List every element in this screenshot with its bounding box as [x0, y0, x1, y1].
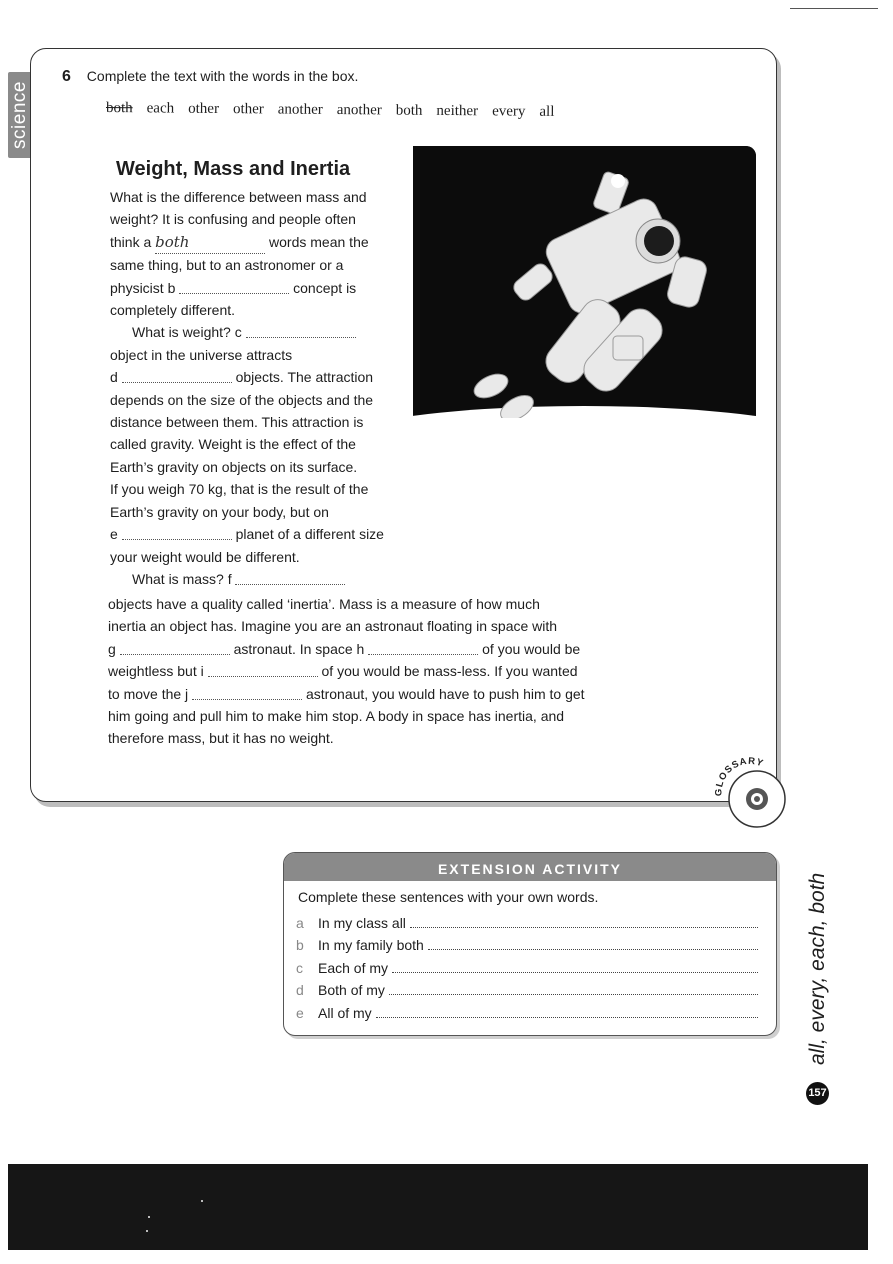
article-column-text — [110, 186, 410, 590]
text-fragment: weightless but i — [108, 663, 204, 680]
answer-line[interactable] — [392, 962, 758, 973]
extension-instruction: Complete these sentences with your own words. — [298, 889, 599, 905]
blank-h[interactable] — [368, 642, 478, 655]
answer-line[interactable] — [376, 1007, 758, 1018]
astronaut-illustration — [413, 146, 756, 418]
text-line — [110, 568, 410, 590]
text-fragment: d — [110, 369, 118, 386]
text-line: objects have a quality called ‘inertia’. Mass is a measure of how much — [108, 596, 540, 612]
item-prompt: In my class all — [318, 915, 406, 931]
cd-icon — [708, 752, 790, 834]
glossary-label: GLOSSARY — [713, 755, 766, 797]
word-box-word-struck: both — [105, 100, 133, 117]
word-box-word: other — [232, 101, 264, 118]
text-line: object in the universe attracts — [110, 346, 293, 363]
text-line: Earth’s gravity on objects on its surface. — [110, 458, 358, 475]
item-prompt: Both of my — [318, 982, 385, 999]
text-fragment: What is weight? c — [132, 324, 242, 341]
text-fragment: concept is — [293, 279, 357, 296]
item-letter: e — [296, 1004, 304, 1021]
item-prompt: All of my — [318, 1004, 372, 1021]
text-fragment: objects. The attraction — [235, 369, 374, 386]
text-line: called gravity. Weight is the effect of the — [110, 436, 356, 453]
text-line — [110, 277, 410, 299]
top-rule — [790, 8, 878, 9]
word-box-word: every — [492, 103, 526, 120]
exercise-number: 6 — [62, 68, 71, 85]
item-letter: d — [296, 982, 304, 999]
blank-i[interactable] — [208, 664, 318, 677]
text-line: weight? It is confusing and people often — [110, 211, 356, 228]
page-number: 157 — [806, 1082, 829, 1105]
item-letter: c — [296, 959, 303, 976]
text-line: therefore mass, but it has no weight. — [108, 730, 334, 747]
extension-item — [296, 960, 758, 982]
text-line: depends on the size of the objects and the — [110, 391, 374, 408]
word-box-word: each — [146, 100, 175, 117]
section-tab-science — [8, 72, 32, 158]
extension-item — [296, 915, 758, 937]
exercise-instruction: Complete the text with the words in the box. — [86, 68, 359, 84]
glossary-cd-badge[interactable] — [708, 752, 790, 834]
text-fragment: of you would be — [482, 640, 581, 657]
extension-activity-box — [283, 852, 777, 1036]
text-line — [110, 231, 410, 254]
scan-speck — [148, 1216, 150, 1218]
extension-item — [296, 982, 758, 1004]
answer-line[interactable] — [410, 917, 758, 928]
article-title: Weight, Mass and Inertia — [116, 158, 351, 180]
blank-e[interactable] — [122, 527, 232, 540]
text-fragment: astronaut, you would have to push him to get — [305, 685, 585, 702]
text-line — [110, 321, 410, 343]
text-line — [110, 366, 410, 388]
word-box-word: both — [395, 102, 423, 119]
extension-list — [296, 915, 758, 1027]
extension-item — [296, 1005, 758, 1027]
text-line: same thing, but to an astronomer or a — [110, 257, 344, 274]
text-line: your weight would be different. — [110, 548, 300, 565]
exercise-heading — [62, 68, 358, 86]
word-box-word: neither — [436, 102, 479, 120]
text-line — [108, 683, 638, 705]
text-line — [108, 660, 638, 682]
text-line: What is the difference between mass and — [110, 189, 367, 205]
text-fragment: think a — [110, 233, 152, 250]
text-fragment: words mean the — [269, 233, 369, 250]
text-fragment: physicist b — [110, 279, 176, 296]
text-line: completely different. — [110, 302, 236, 319]
article-wide-text — [108, 593, 638, 750]
text-fragment: to move the j — [108, 685, 189, 702]
scan-speck — [146, 1230, 148, 1232]
blank-d[interactable] — [122, 370, 232, 383]
extension-item — [296, 937, 758, 959]
word-box-word: another — [277, 101, 323, 118]
text-fragment: astronaut. In space h — [233, 640, 365, 657]
text-fragment: What is mass? f — [132, 570, 232, 587]
item-prompt: Each of my — [318, 959, 389, 976]
blank-j[interactable] — [192, 687, 302, 700]
answer-line[interactable] — [389, 984, 758, 995]
item-letter: a — [296, 915, 304, 931]
text-fragment: planet of a different size — [235, 526, 384, 543]
extension-header: EXTENSION ACTIVITY — [284, 853, 776, 881]
blank-g[interactable] — [120, 642, 230, 655]
blank-f[interactable] — [235, 572, 345, 585]
text-line: Earth’s gravity on your body, but on — [110, 503, 329, 520]
blank-b[interactable] — [179, 281, 289, 294]
text-line — [110, 523, 410, 545]
unit-side-heading: all, every, each, both — [806, 872, 829, 1065]
text-line: inertia an object has. Imagine you are an astronaut floating in space with — [108, 618, 558, 635]
blank-c[interactable] — [246, 325, 356, 338]
text-fragment: g — [108, 640, 116, 657]
answer-line[interactable] — [428, 939, 758, 950]
item-letter: b — [296, 937, 304, 954]
text-line: distance between them. This attraction is — [110, 414, 364, 431]
word-box-word: other — [188, 100, 220, 117]
text-line: If you weigh 70 kg, that is the result of the — [110, 481, 369, 498]
text-line: him going and pull him to make him stop. A body in space has inertia, and — [108, 708, 565, 725]
word-box-word: another — [336, 102, 382, 119]
text-fragment: of you would be mass-less. If you wanted — [321, 663, 578, 680]
section-tab-label: science — [9, 81, 30, 149]
blank-a-filled[interactable]: both — [155, 231, 265, 254]
item-prompt: In my family both — [318, 937, 424, 954]
astronaut-photo — [413, 146, 756, 418]
bottom-scan-bar — [8, 1164, 868, 1250]
scan-speck — [201, 1200, 203, 1202]
text-fragment: e — [110, 526, 118, 543]
word-box-word: all — [539, 103, 555, 120]
text-line — [108, 638, 638, 660]
